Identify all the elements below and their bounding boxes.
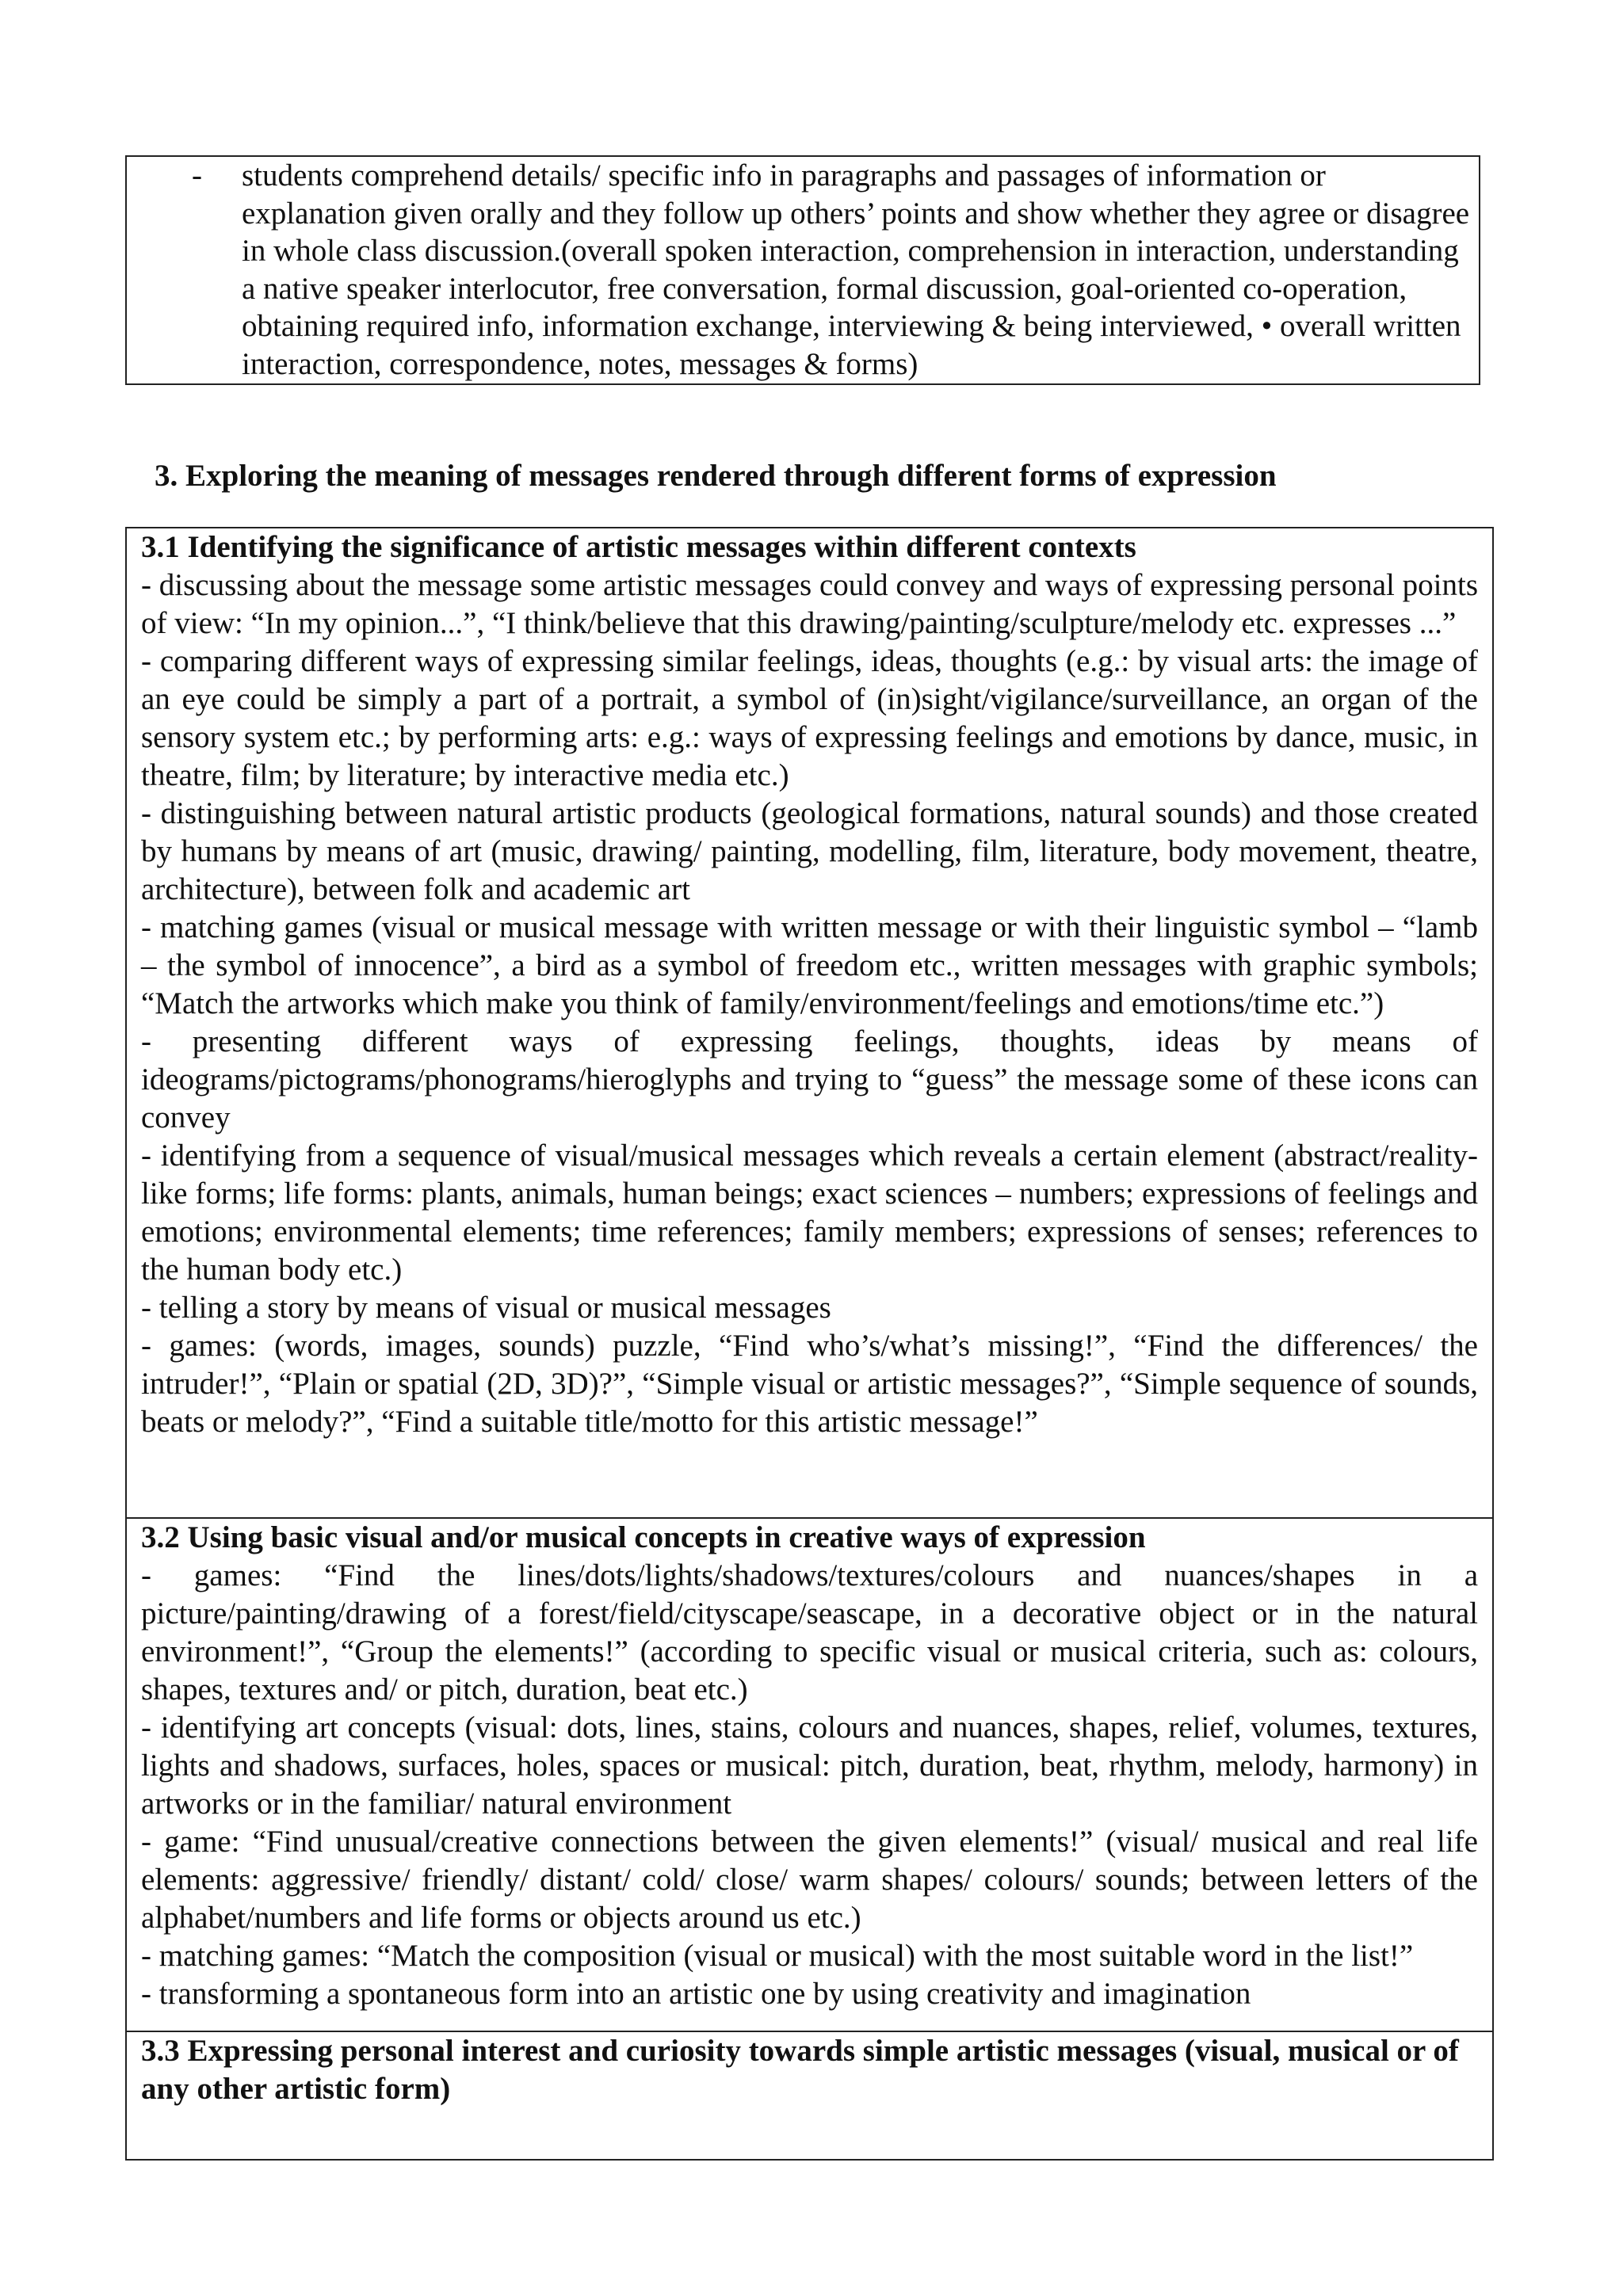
comprehension-text: students comprehend details/ specific info in paragraphs and passages of information or explanation given orally and they follow up others’ points and show whether they agree or disagree in whole class discussion.(overall spoken interaction, comprehension in interaction, understanding a native speaker interlocutor, free conversation, formal discussion, goal-oriented co-operation, obtaining required info, information exchange, interviewing & being interviewed, • overall written interaction, correspondence, notes, messages & forms): [242, 158, 1470, 381]
activity-item: - discussing about the message some artistic messages could convey and ways of expressing personal points of view: “In my opinion...”, “I think/believe that this drawing/painting/sculpture/melody etc. expresses ...”: [141, 568, 1478, 640]
section-title: 3.2 Using basic visual and/or musical concepts in creative ways of expression: [141, 1520, 1146, 1554]
activity-item: - comparing different ways of expressing similar feelings, ideas, thoughts (e.g.: by visual arts: the image of an eye could be simply a part of a portrait, a symbol of (in)sight/vigilance/surveillance, an organ of the sensory system etc.; by performing arts: e.g.: ways of expressing feelings and emotions by dance, music, in theatre, film; by literature; by interactive media etc.): [141, 644, 1478, 792]
activities-table: [125, 527, 1494, 2161]
activity-item: - game: “Find unusual/creative connections between the given elements!” (visual/ musical and real life elements: aggressive/ friendly/ distant/ cold/ close/ warm shapes/ colours/ sounds; between letters of the alphabet/numbers and life forms or objects around us etc.): [141, 1825, 1478, 1935]
activity-item: - distinguishing between natural artistic products (geological formations, natural sounds) and those created by humans by means of art (music, drawing/ painting, modelling, film, literature, body movement, theatre, architecture), between folk and academic art: [141, 796, 1478, 906]
section-title: 3.3 Expressing personal interest and curiosity towards simple artistic messages (visual, musical or of any other artistic form): [141, 2034, 1459, 2106]
section-title: 3.1 Identifying the significance of artistic messages within different contexts: [141, 530, 1136, 564]
activity-item: - matching games: “Match the composition (visual or musical) with the most suitable word in the list!”: [141, 1939, 1414, 1973]
activity-item: - transforming a spontaneous form into an artistic one by using creativity and imagination: [141, 1977, 1251, 2011]
activity-item: - games: “Find the lines/dots/lights/shadows/textures/colours and nuances/shapes in a picture/painting/drawing of a forest/field/cityscape/seascape, in a decorative object or in the natural environment!”, “Group the elements!” (according to specific visual or musical criteria, such as: colours, shapes, textures and/ or pitch, duration, beat etc.): [141, 1558, 1478, 1707]
section-3-3: [127, 2031, 1492, 2161]
activity-item: - telling a story by means of visual or musical messages: [141, 1291, 831, 1325]
bullet-dash: -: [192, 158, 202, 193]
activity-item: - presenting different ways of expressing feelings, thoughts, ideas by means of ideograms/pictograms/phonograms/hieroglyphs and trying to “guess” the message some of these icons can convey: [141, 1024, 1478, 1135]
activity-item: - matching games (visual or musical message with written message or with their linguistic symbol – “lamb – the symbol of innocence”, a bird as a symbol of freedom etc., written messages with graphic symbols; “Match the artworks which make you think of family/environment/feelings and emotions/time etc.”): [141, 910, 1478, 1020]
activity-item: - identifying art concepts (visual: dots, lines, stains, colours and nuances, shapes, relief, volumes, textures, lights and shadows, surfaces, holes, spaces or musical: pitch, duration, beat, rhythm, melody, harmony) in artworks or in the familiar/ natural environment: [141, 1711, 1478, 1821]
section-3-1: [127, 528, 1492, 1517]
activity-item: - identifying from a sequence of visual/musical messages which reveals a certain element (abstract/reality-like forms; life forms: plants, animals, human beings; exact sciences – numbers; expressions of feelings and emotions; environmental elements; time references; family members; expressions of senses; references to the human body etc.): [141, 1138, 1478, 1287]
activity-item: - games: (words, images, sounds) puzzle, “Find who’s/what’s missing!”, “Find the differences/ the intruder!”, “Plain or spatial (2D, 3D)?”, “Simple visual or artistic messages?”, “Simple sequence of sounds, beats or melody?”, “Find a suitable title/motto for this artistic message!”: [141, 1329, 1478, 1439]
section-heading: 3. Exploring the meaning of messages rendered through different forms of expression: [155, 459, 1277, 493]
section-3-2: [127, 1517, 1492, 2031]
comprehension-box: [125, 155, 1480, 385]
